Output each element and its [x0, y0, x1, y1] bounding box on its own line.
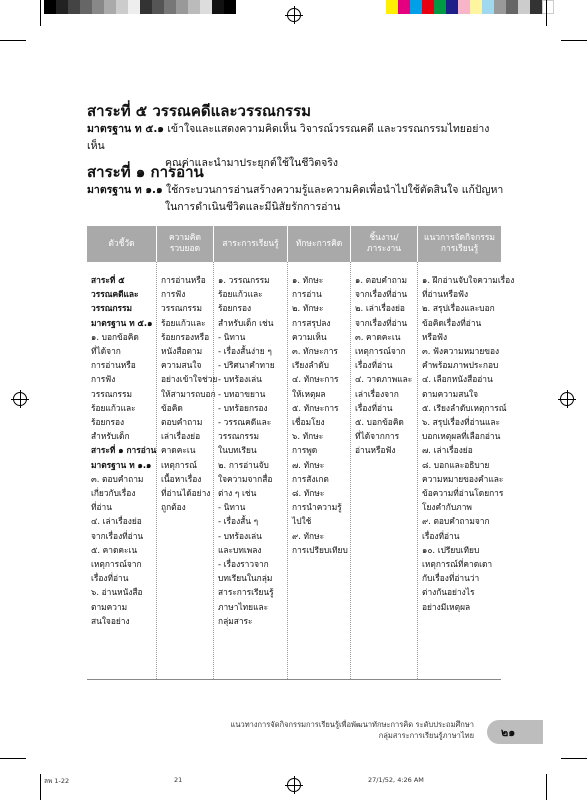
table-cell-line: เชื่อมโยง: [292, 417, 325, 428]
table-cell-line: วรรณกรรม: [161, 303, 203, 314]
table-cell-line: - บทร้อยกรอง: [218, 402, 268, 413]
table-cell-line: ข้อคิดเรื่องที่อ่าน: [422, 317, 482, 328]
table-cell-line: ๑. ทักษะ: [292, 275, 324, 285]
table-cell-line: คำพร้อมภาพประกอบ: [422, 360, 499, 371]
column-indicator: [87, 262, 157, 679]
table-cell-line: เหตุการณ์จาก: [355, 346, 406, 357]
registration-target-icon: [287, 8, 301, 22]
table-cell-line: บอกเหตุผลที่เลือกอ่าน: [422, 431, 501, 442]
table-cell-line: ๑. บอกข้อคิด: [91, 331, 139, 342]
table-cell-line: ให้เหตุผล: [292, 388, 326, 399]
table-cell-line: ที่อ่าน: [91, 502, 112, 513]
table-cell-line: ข้อคิด: [161, 402, 183, 413]
registration-target-icon: [287, 778, 301, 792]
header-content: สาระการเรียนรู้: [214, 226, 288, 262]
crop-mark: [0, 758, 26, 759]
table-cell-line: กับเรื่องที่อ่านว่า: [422, 573, 480, 584]
table-cell-line: ๒. สรุปเรื่องและบอก: [422, 303, 495, 314]
table-cell-line: วรรณคดีและ: [91, 289, 139, 300]
table-cell-line: ๔. วาดภาพและ: [355, 374, 413, 385]
table-cell-line: ข้อความที่อ่านโดยการ: [422, 488, 504, 499]
standard-1: [87, 182, 507, 216]
table-cell-line: คาดคะเน: [161, 445, 196, 456]
slug-page: 21: [174, 776, 183, 784]
table-cell-line: ให้สามารถบอก: [161, 388, 216, 399]
table-cell-line: เรื่องที่อ่าน: [355, 360, 393, 371]
registration-bar-grayscale: [44, 0, 236, 14]
table-cell-line: สาระการเรียนรู้: [218, 587, 274, 598]
table-cell-line: ไปใช้: [292, 516, 312, 527]
table-cell-line: - นิทาน: [218, 502, 246, 513]
table-cell-line: สาระที่ ๑ การอ่าน: [91, 445, 157, 456]
table-cell-line: จากเรื่องที่อ่าน: [91, 530, 144, 541]
table-cell-line: การเปรียบเทียบ: [292, 544, 348, 555]
table-cell-line: ๑. ตอบคำถาม: [355, 275, 408, 285]
table-cell-line: ตามความ: [91, 601, 128, 612]
table-cell-line: ร้อยแก้วและ: [161, 317, 206, 328]
table-cell-line: ๓. ตอบคำถาม: [91, 473, 144, 484]
crop-mark: [40, 0, 41, 26]
table-cell-line: ๗. เล่าเรื่องย่อ: [422, 445, 473, 456]
table-cell-line: การฟัง: [161, 289, 186, 300]
footer-line-1: แนวทางการจัดกิจกรรมการเรียนรู้เพื่อพัฒนาทักษะการคิด ระดับประถมศึกษา: [230, 720, 474, 729]
table-cell-line: ๘. บอกและอธิบาย: [422, 459, 490, 470]
crop-mark: [40, 774, 41, 800]
heading-strand-5: สาระที่ ๕ วรรณคดีและวรรณกรรม: [87, 102, 312, 120]
table-cell-line: - นิทาน: [218, 331, 246, 342]
table-cell-line: - วรรณคดีและ: [218, 417, 272, 428]
table-cell-line: สนใจอย่าง: [91, 615, 130, 626]
page-number-badge: [487, 720, 543, 744]
table-cell-line: ความหมายของคำและ: [422, 473, 504, 484]
table-cell-line: อ่านหรือฟัง: [355, 445, 396, 456]
table-cell-line: - เรื่องสั้น ๆ: [218, 516, 259, 527]
column-activities: [418, 262, 515, 679]
table-cell-line: หรือฟัง: [422, 331, 448, 342]
table-cell-line: สำหรับเด็ก: [91, 431, 130, 442]
table-cell-line: การอ่านหรือ: [161, 275, 206, 285]
table-cell-line: ที่ได้จากการ: [355, 431, 400, 442]
table-cell-line: หนังสือตาม: [161, 346, 203, 357]
table-cell-line: ในบทเรียน: [218, 445, 257, 456]
column-workpiece: [351, 262, 418, 679]
column-content: [214, 262, 288, 679]
table-header-row: [87, 226, 501, 262]
table-cell-line: วรรณกรรม: [218, 431, 260, 442]
table-cell-line: โยงคำกับภาพ: [422, 502, 472, 513]
crop-mark: [561, 758, 587, 759]
standard-5-label: มาตรฐาน ท ๕.๑: [87, 123, 164, 135]
table-cell-line: ๙. ทักษะ: [292, 530, 325, 541]
table-cell-line: เหตุการณ์: [161, 459, 197, 470]
slug-file: ลพ 1-22: [44, 777, 70, 785]
standard-1-text: ใช้กระบวนการอ่านสร้างความรู้และความคิดเพื่อนำไปใช้ตัดสินใจ แก้ปัญหา: [166, 184, 504, 196]
table-cell-line: เรื่องที่อ่าน: [91, 573, 129, 584]
table-cell-line: การสังเกต: [292, 473, 329, 484]
table-cell-line: - เรื่องราวจาก: [218, 559, 269, 570]
table-cell-line: วรรณกรรม: [91, 303, 133, 314]
table-cell-line: ร้อยกรอง: [218, 303, 252, 314]
table-cell-line: อย่างมีเหตุผล: [422, 601, 471, 612]
table-cell-line: เหตุการณ์ที่คาดเดา: [422, 559, 493, 570]
crop-mark: [546, 0, 547, 26]
registration-target-icon: [13, 392, 27, 406]
standard-1-label: มาตรฐาน ท ๑.๑: [87, 184, 163, 196]
table-cell-line: อย่างเข้าใจช่วย: [161, 374, 218, 385]
table-cell-line: ๔. ทักษะการ: [292, 374, 339, 385]
table-cell-line: ความสนใจ: [161, 360, 202, 371]
table-cell-line: ๓. ฟังความหมายของ: [422, 346, 500, 357]
column-thinking-skills: [288, 262, 351, 679]
table-cell-line: บทเรียนในกลุ่ม: [218, 573, 273, 584]
table-cell-line: ๕. เรียงลำดับเหตุการณ์: [422, 402, 507, 413]
header-workpiece: ชิ้นงาน/ ภาระงาน: [351, 226, 418, 262]
table-cell-line: การอ่านหรือ: [91, 360, 136, 371]
table-cell-line: ตามความสนใจ: [422, 388, 479, 399]
crop-mark: [0, 40, 26, 41]
table-cell-line: เหตุการณ์จาก: [91, 559, 142, 570]
table-cell-line: การอ่าน: [292, 289, 322, 300]
column-concept: [157, 262, 218, 679]
page-number: ๒๑: [501, 726, 516, 739]
table-cell-line: การพูด: [292, 445, 318, 456]
table-cell-line: ๒. เล่าเรื่องย่อ: [355, 303, 405, 314]
table-cell-line: ต่างกันอย่างไร: [422, 587, 475, 598]
table-cell-line: เนื้อหาเรื่อง: [161, 473, 202, 484]
table-cell-line: ๖. อ่านหนังสือ: [91, 587, 143, 598]
table-cell-line: การสรุปลง: [292, 317, 331, 328]
table-cell-line: ต่าง ๆ เช่น: [218, 488, 257, 499]
table-cell-line: ร้อยกรองหรือ: [161, 331, 210, 342]
table-cell-line: เรียงลำดับ: [292, 360, 329, 371]
table-cell-line: จากเรื่องที่อ่าน: [355, 289, 408, 300]
table-cell-line: ๕. ทักษะการ: [292, 402, 339, 413]
header-thinking-skills: ทักษะการคิด: [288, 226, 351, 262]
table-cell-line: เกี่ยวกับเรื่อง: [91, 488, 136, 499]
footer-text: [230, 719, 474, 741]
table-body-row: [87, 262, 515, 680]
table-cell-line: ๙. ตอบคำถามจาก: [422, 516, 490, 527]
table-cell-line: ๓. คาดคะเน: [355, 331, 401, 342]
table-cell-line: - เรื่องสั้นง่าย ๆ: [218, 346, 272, 357]
table-cell-line: ที่ได้จาก: [91, 346, 121, 357]
table-cell-line: มาตรฐาน ท ๕.๑: [91, 317, 153, 328]
table-cell-line: วรรณกรรม: [91, 388, 133, 399]
table-cell-line: การฟัง: [91, 374, 116, 385]
table-cell-line: ๕. บอกข้อคิด: [355, 417, 404, 428]
table-cell-line: ๑๐. เปรียบเทียบ: [422, 544, 480, 555]
crop-mark: [546, 774, 547, 800]
table-cell-line: ที่อ่านหรือฟัง: [422, 289, 469, 300]
table-cell-line: ๑. วรรณกรรม: [218, 275, 270, 285]
standard-5-text-cont: คุณค่าและนำมาประยุกต์ใช้ในชีวิตจริง: [165, 157, 339, 169]
table-cell-line: มาตรฐาน ท ๑.๑: [91, 459, 152, 470]
heading-strand-1: สาระที่ ๑ การอ่าน: [87, 163, 204, 181]
table-cell-line: สาระที่ ๕: [91, 275, 125, 285]
header-indicator: ตัวชี้วัด: [87, 226, 157, 262]
table-cell-line: การนำความรู้: [292, 502, 342, 513]
table-cell-line: ใจความจากสื่อ: [218, 473, 273, 484]
table-cell-line: สำหรับเด็ก เช่น: [218, 317, 274, 328]
table-cell-line: ร้อยแก้วและ: [91, 402, 136, 413]
table-cell-line: ร้อยกรอง: [91, 417, 125, 428]
table-cell-line: เล่าเรื่องย่อ: [161, 431, 201, 442]
footer-line-2: กลุ่มสาระการเรียนรู้ภาษาไทย: [378, 731, 474, 740]
table-cell-line: เรื่องที่อ่าน: [422, 530, 460, 541]
table-cell-line: ๒. ทักษะ: [292, 303, 324, 314]
table-cell-line: ร้อยแก้วและ: [218, 289, 263, 300]
table-cell-line: ๔. เล่าเรื่องย่อ: [91, 516, 142, 527]
table-cell-line: ๗. ทักษะ: [292, 459, 325, 470]
registration-bar-color: [386, 0, 554, 14]
table-cell-line: ที่อ่านได้อย่าง: [161, 488, 211, 499]
curriculum-table: [87, 226, 515, 680]
table-cell-line: ภาษาไทยและ: [218, 601, 269, 612]
table-cell-line: ถูกต้อง: [161, 502, 186, 513]
table-cell-line: ๓. ทักษะการ: [292, 346, 338, 357]
table-cell-line: ๒. การอ่านจับ: [218, 459, 269, 470]
table-cell-line: ๕. คาดคะเน: [91, 544, 138, 555]
table-cell-line: ๔. เลือกหนังสืออ่าน: [422, 374, 493, 385]
table-cell-line: ความเห็น: [292, 331, 327, 342]
header-activities: แนวการจัดกิจกรรม การเรียนรู้: [418, 226, 501, 262]
table-cell-line: - บทร้องเล่น: [218, 530, 262, 541]
table-cell-line: กลุ่มสาระ: [218, 615, 253, 626]
slug-date: 27/1/52, 4:26 AM: [368, 776, 424, 784]
header-concept: ความคิด รวบยอด: [157, 226, 214, 262]
table-cell-line: ตอบคำถาม: [161, 417, 203, 428]
registration-target-icon: [560, 392, 574, 406]
table-cell-line: เล่าเรื่องจาก: [355, 388, 399, 399]
crop-mark: [561, 40, 587, 41]
standard-1-text-cont: ในการดำเนินชีวิตและมีนิสัยรักการอ่าน: [165, 201, 341, 213]
table-cell-line: ๖. ทักษะ: [292, 431, 324, 442]
table-cell-line: ๑. ฝึกอ่านจับใจความเรื่อง: [422, 275, 515, 285]
table-cell-line: จากเรื่องที่อ่าน: [355, 317, 408, 328]
standard-5-text: เข้าใจและแสดงความคิดเห็น วิจารณ์วรรณคดี และวรรณกรรมไทยอย่างเห็น: [87, 123, 490, 152]
table-cell-line: และบทเพลง: [218, 544, 262, 555]
table-cell-line: - บทอาขยาน: [218, 388, 266, 399]
table-cell-line: เรื่องที่อ่าน: [355, 402, 393, 413]
table-cell-line: - บทร้องเล่น: [218, 374, 262, 385]
table-cell-line: - ปริศนาคำทาย: [218, 360, 275, 371]
table-cell-line: ๖. สรุปเรื่องที่อ่านและ: [422, 417, 501, 428]
table-cell-line: ๘. ทักษะ: [292, 488, 325, 499]
